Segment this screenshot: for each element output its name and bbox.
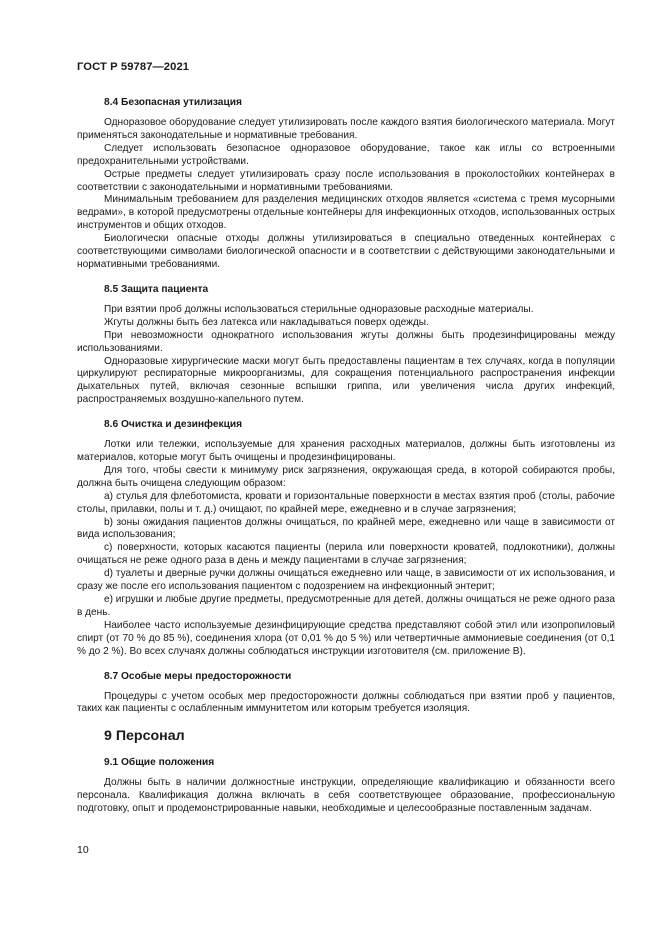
page-number: 10 xyxy=(77,844,89,856)
paragraph: При взятии проб должны использоваться стерильные одноразовые расходные материалы. xyxy=(104,303,534,315)
list-item: b) зоны ожидания пациентов должны очищаться, по крайней мере, ежедневно или чаще в зависимости от вида использования; xyxy=(77,516,615,541)
section-8-6 xyxy=(77,418,615,658)
list-item: с) поверхности, которых касаются пациенты (перила или поверхности кроватей, подлокотники), должны очищаться не реже одного раза в день и между пациентами в случае загрязнения; xyxy=(77,542,615,567)
paragraph: Процедуры с учетом особых мер предосторожности должны соблюдаться при взятии проб у пациентов, таких как пациенты с ослабленным иммунитетом или которым требуется изоляция. xyxy=(77,690,615,715)
paragraph: Минимальным требованием для разделения медицинских отходов является «система с тремя мусорными ведрами», в которой предусмотрены отдельные контейнеры для инфекционных отходов, использованных острых инструментов и общих отходов. xyxy=(77,194,615,232)
paragraph: Биологически опасные отходы должны утилизироваться в специально отведенных контейнерах с соответствующими символами биологической опасности и в соответствии с действующими законодательными и нормативными требованиями. xyxy=(77,233,615,270)
section-heading: 9.1 Общие положения xyxy=(104,757,215,769)
document-header: ГОСТ Р 59787—2021 xyxy=(77,61,190,73)
section-heading: 8.7 Особые меры предосторожности xyxy=(104,670,292,682)
paragraph: При невозможности однократного использования жгуты должны быть продезинфицированы между использованиями. xyxy=(77,329,615,354)
paragraph: Следует использовать безопасное одноразовое оборудование, такое как иглы со встроенными предохранительными устройствами. xyxy=(77,142,615,167)
paragraph: Наиболее часто используемые дезинфицирующие средства представляют собой этил или изопропиловый спирт (от 70 % до 85 %), соединения хлора (от 0,01 % до 5 %) или четвертичные аммониевые соединения (от 0,1 % до 2 %). Во всех случаях должны соблюдаться инструкции изготовителя (см. приложение В). xyxy=(77,619,615,657)
section-8-5 xyxy=(77,283,615,407)
chapter-heading: 9 Персонал xyxy=(104,728,185,745)
list-item: а) стулья для флеботомиста, кровати и горизонтальные поверхности в местах взятия проб (столы, рабочие столы, прилавки, полы и т. д.) очищают, по крайней мере, ежедневно и в случае загрязнения; xyxy=(77,490,615,515)
paragraph: Острые предметы следует утилизировать сразу после использования в проколостойких контейнерах в соответствии с законодательными и нормативными требованиями. xyxy=(77,168,615,193)
section-9-1 xyxy=(77,756,615,816)
paragraph: Одноразовое оборудование следует утилизировать после каждого взятия биологического материала. Могут применяться законодательные и нормативные требования. xyxy=(77,117,615,141)
section-heading: 8.6 Очистка и дезинфекция xyxy=(104,419,243,431)
section-8-7 xyxy=(77,670,615,717)
section-heading: 8.4 Безопасная утилизация xyxy=(104,97,242,108)
section-8-4 xyxy=(77,96,615,272)
list-item: d) туалеты и дверные ручки должны очищаться ежедневно или чаще, в зависимости от их использования, и сразу же после его использования пациентом с подозрением на инфекционный энтерит; xyxy=(77,568,615,593)
document-body xyxy=(77,96,615,827)
paragraph: Одноразовые хирургические маски могут быть предоставлены пациентам в тех случаях, когда в популяции циркулируют респираторные микроорганизмы, для сокращения потенциального распространения инфекции дыхательных путей, включая сезонные вспышки гриппа, или увеличения числа других инфекций, распространяемых воздушно-капельного путем. xyxy=(77,355,615,406)
paragraph: Для того, чтобы свести к минимуму риск загрязнения, окружающая среда, в которой собираются пробы, должна быть очищена следующим образом: xyxy=(77,464,615,489)
paragraph: Должны быть в наличии должностные инструкции, определяющие квалификацию и обязанности всего персонала. Квалификация должна включать в себя соответствующее образование, профессиональную подготовку, опыт и продемонстрированные навыки, необходимые и целесообразные поставленным задачам. xyxy=(77,777,615,815)
paragraph: Лотки или тележки, используемые для хранения расходных материалов, должны быть изготовлены из материалов, которые могут быть очищены и продезинфицированы. xyxy=(77,439,615,464)
list-item: е) игрушки и любые другие предметы, предусмотренные для детей, должны очищаться не реже одного раза в день. xyxy=(77,594,615,618)
paragraph: Жгуты должны быть без латекса или накладываться поверх одежды. xyxy=(104,316,429,328)
section-9 xyxy=(77,728,615,745)
section-heading: 8.5 Защита пациента xyxy=(104,283,209,295)
